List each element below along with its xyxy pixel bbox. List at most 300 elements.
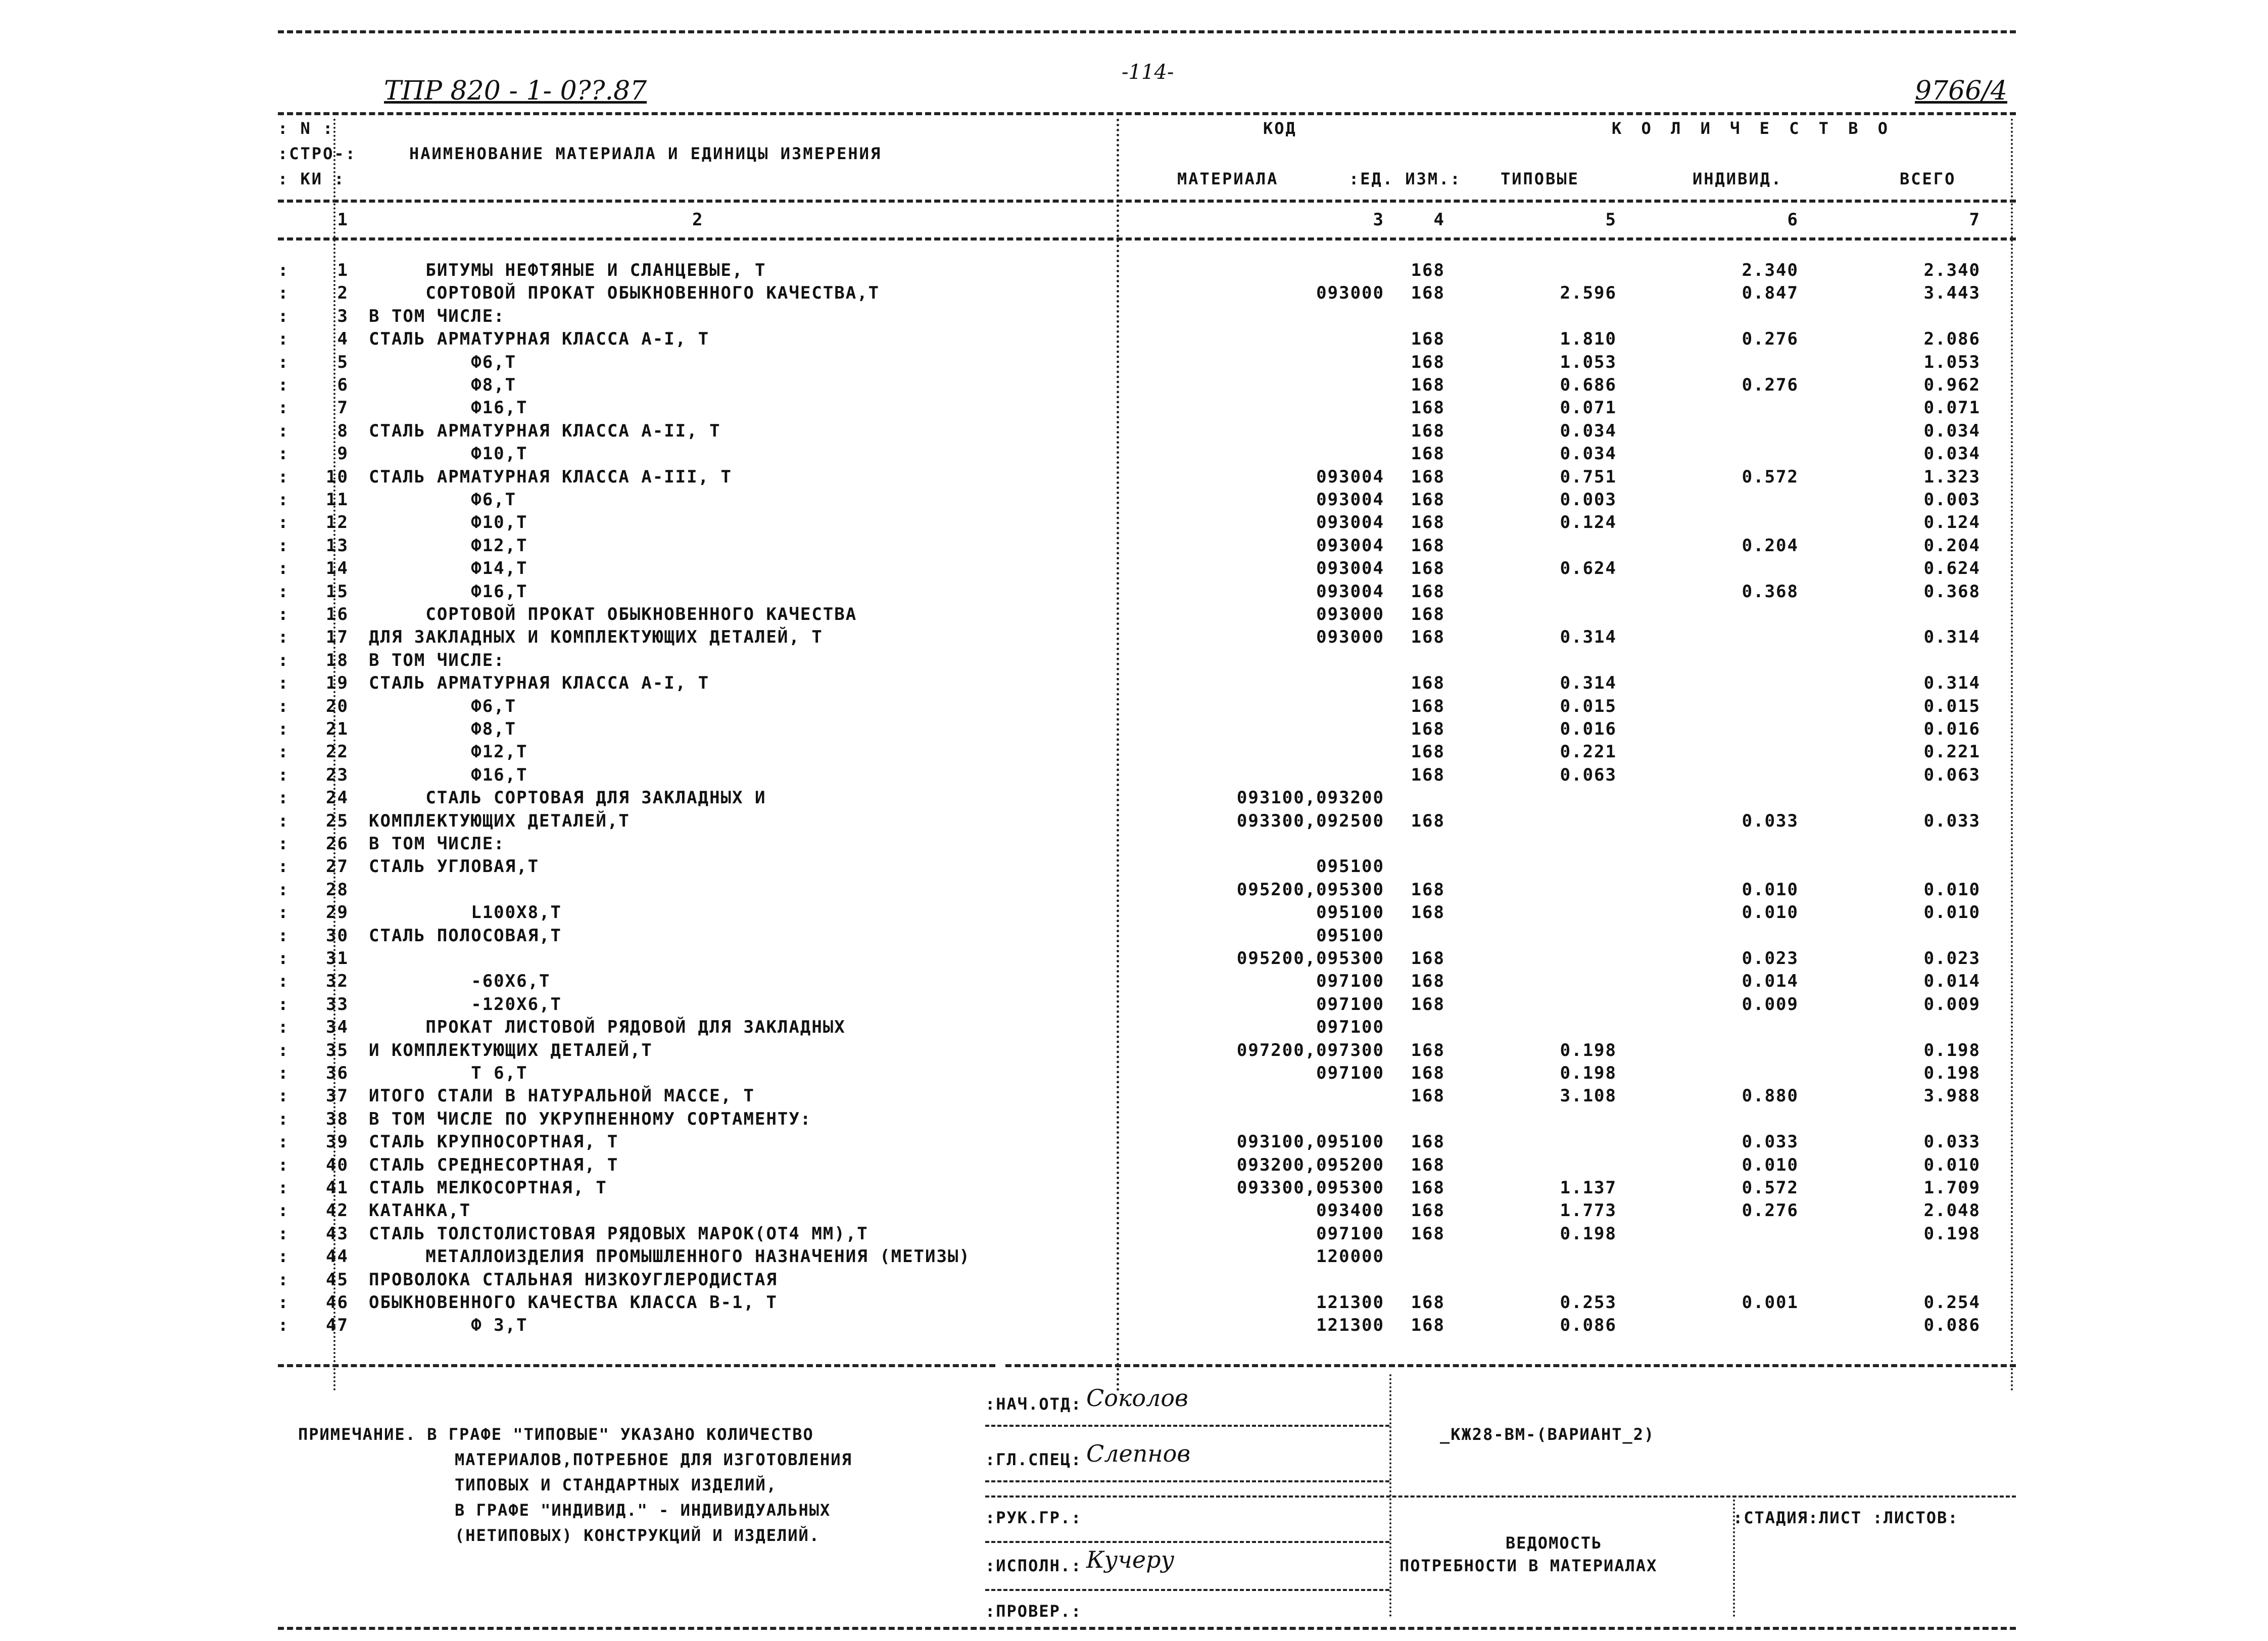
cell-name: СТАЛЬ АРМАТУРНАЯ КЛАССА А-I, Т bbox=[369, 329, 710, 350]
table-row bbox=[278, 1132, 2016, 1154]
cell-code: 093000 bbox=[1316, 627, 1384, 648]
cell-name: СОРТОВОЙ ПРОКАТ ОБЫКНОВЕННОГО КАЧЕСТВА bbox=[369, 604, 857, 624]
row-border: : bbox=[278, 1132, 289, 1152]
cell-name: В ТОМ ЧИСЛЕ ПО УКРУПНЕННОМУ СОРТАМЕНТУ: bbox=[369, 1108, 812, 1129]
cell-name: СТАЛЬ СРЕДНЕСОРТНАЯ, Т bbox=[369, 1154, 619, 1175]
cell-typ: 0.686 bbox=[1560, 375, 1617, 395]
cell-ind: 0.014 bbox=[1742, 971, 1799, 992]
cell-unit: 168 bbox=[1411, 810, 1445, 831]
cell-n: 26 bbox=[326, 834, 349, 854]
cell-unit: 168 bbox=[1411, 1063, 1445, 1083]
cell-tot: 0.033 bbox=[1923, 810, 1981, 831]
cell-tot: 2.086 bbox=[1923, 329, 1981, 350]
row-border: : bbox=[278, 444, 289, 464]
table-row bbox=[278, 948, 2016, 971]
cell-tot: 1.053 bbox=[1923, 352, 1981, 372]
table-row bbox=[278, 375, 2016, 397]
header-rule bbox=[278, 112, 2016, 115]
cell-tot: 0.034 bbox=[1923, 420, 1981, 441]
cell-tot: 0.962 bbox=[1923, 375, 1981, 395]
table-row bbox=[278, 1063, 2016, 1085]
page-number: -114- bbox=[1122, 61, 1174, 84]
cell-code: 093100,093200 bbox=[1236, 788, 1384, 808]
table-row bbox=[278, 1086, 2016, 1108]
cell-code: 121300 bbox=[1316, 1315, 1384, 1336]
col-typ-header: ТИПОВЫЕ bbox=[1501, 169, 1579, 188]
cell-name: L100X8,Т bbox=[369, 902, 562, 923]
row-border: : bbox=[278, 604, 289, 624]
row-border: : bbox=[278, 650, 289, 670]
cell-n: 5 bbox=[337, 352, 349, 372]
cell-name: Ф12,Т bbox=[369, 535, 528, 556]
cell-tot: 0.204 bbox=[1923, 535, 1981, 556]
row-border: : bbox=[278, 764, 289, 785]
cell-unit: 168 bbox=[1411, 1223, 1445, 1244]
col-qty-group: К О Л И Ч Е С Т В О bbox=[1612, 119, 1893, 138]
table-row bbox=[278, 306, 2016, 328]
field-ispoln: :ИСПОЛН.: bbox=[985, 1556, 1082, 1575]
row-border: : bbox=[278, 1063, 289, 1083]
cell-n: 16 bbox=[326, 604, 349, 624]
cell-name: СТАЛЬ АРМАТУРНАЯ КЛАССА А-II, Т bbox=[369, 420, 721, 441]
cell-typ: 0.198 bbox=[1560, 1223, 1617, 1244]
cell-unit: 168 bbox=[1411, 696, 1445, 716]
row-border: : bbox=[278, 1108, 289, 1129]
cell-code: 093004 bbox=[1316, 558, 1384, 579]
cell-name: Ф6,Т bbox=[369, 490, 517, 510]
cell-n: 43 bbox=[326, 1223, 349, 1244]
cell-unit: 168 bbox=[1411, 764, 1445, 785]
row-border: : bbox=[278, 627, 289, 648]
row-border: : bbox=[278, 306, 289, 326]
variant-code: _КЖ28-ВМ-(ВАРИАНТ_2) bbox=[1440, 1425, 1655, 1444]
cell-n: 24 bbox=[326, 788, 349, 808]
cell-unit: 168 bbox=[1411, 512, 1445, 533]
cell-typ: 0.015 bbox=[1560, 696, 1617, 716]
cell-name: СОРТОВОЙ ПРОКАТ ОБЫКНОВЕННОГО КАЧЕСТВА,Т bbox=[369, 283, 880, 304]
col-ind-header: ИНДИВИД. bbox=[1693, 169, 1783, 188]
row-border: : bbox=[278, 1154, 289, 1175]
cell-code: 093004 bbox=[1316, 581, 1384, 602]
signature-gl-spec: Слепнов bbox=[1086, 1440, 1191, 1467]
bottom-rule bbox=[278, 1627, 2016, 1630]
cell-code: 097100 bbox=[1316, 1223, 1384, 1244]
column-number: 2 bbox=[692, 210, 704, 230]
cell-code: 097100 bbox=[1316, 971, 1384, 992]
cell-typ: 0.221 bbox=[1560, 742, 1617, 762]
cell-name: ОБЫКНОВЕННОГО КАЧЕСТВА КЛАССА В-1, Т bbox=[369, 1292, 778, 1313]
cell-unit: 168 bbox=[1411, 490, 1445, 510]
document-title-2: ПОТРЕБНОСТИ В МАТЕРИАЛАХ bbox=[1400, 1556, 1658, 1575]
cell-name: Ф 3,Т bbox=[369, 1315, 528, 1336]
cell-ind: 0.276 bbox=[1742, 1200, 1799, 1221]
cell-n: 14 bbox=[326, 558, 349, 579]
row-border: : bbox=[278, 925, 289, 946]
cell-n: 21 bbox=[326, 719, 349, 739]
row-border: : bbox=[278, 834, 289, 854]
cell-unit: 168 bbox=[1411, 742, 1445, 762]
row-border: : bbox=[278, 512, 289, 533]
table-row bbox=[278, 1155, 2016, 1177]
row-border: : bbox=[278, 375, 289, 395]
cell-name: Ф6,Т bbox=[369, 352, 517, 372]
table-row bbox=[278, 260, 2016, 282]
cell-typ: 0.253 bbox=[1560, 1292, 1617, 1313]
cell-code: 093000 bbox=[1316, 604, 1384, 624]
table-row bbox=[278, 742, 2016, 764]
cell-unit: 168 bbox=[1411, 283, 1445, 304]
cell-n: 46 bbox=[326, 1292, 349, 1313]
cell-code: 093300,095300 bbox=[1236, 1178, 1384, 1198]
table-row bbox=[278, 1200, 2016, 1223]
cell-name: Ф16,Т bbox=[369, 764, 528, 785]
table-row bbox=[278, 1246, 2016, 1269]
row-border: : bbox=[278, 994, 289, 1015]
cell-unit: 168 bbox=[1411, 902, 1445, 923]
cell-n: 30 bbox=[326, 925, 349, 946]
row-border: : bbox=[278, 581, 289, 602]
cell-tot: 1.323 bbox=[1923, 466, 1981, 487]
cell-n: 4 bbox=[337, 329, 349, 350]
cell-unit: 168 bbox=[1411, 558, 1445, 579]
cell-name: ПРОКАТ ЛИСТОВОЙ РЯДОВОЙ ДЛЯ ЗАКЛАДНЫХ bbox=[369, 1017, 846, 1038]
row-border: : bbox=[278, 1040, 289, 1060]
cell-ind: 0.276 bbox=[1742, 375, 1799, 395]
table-row bbox=[278, 352, 2016, 374]
cell-unit: 168 bbox=[1411, 352, 1445, 372]
cell-ind: 2.340 bbox=[1742, 260, 1799, 280]
cell-typ: 0.751 bbox=[1560, 466, 1617, 487]
cell-name: КАТАНКА,Т bbox=[369, 1200, 471, 1221]
col-n-mid: :СТРО-: bbox=[278, 144, 357, 163]
cell-name: СТАЛЬ АРМАТУРНАЯ КЛАССА А-I, Т bbox=[369, 673, 710, 694]
cell-code: 095100 bbox=[1316, 925, 1384, 946]
table-row bbox=[278, 536, 2016, 558]
col-n-bot: : КИ : bbox=[278, 169, 346, 188]
row-border: : bbox=[278, 1246, 289, 1267]
cell-ind: 0.033 bbox=[1742, 810, 1799, 831]
cell-code: 093200,095200 bbox=[1236, 1154, 1384, 1175]
cell-tot: 0.015 bbox=[1923, 696, 1981, 716]
cell-unit: 168 bbox=[1411, 971, 1445, 992]
tb-rule-2 bbox=[985, 1480, 1389, 1482]
table-row bbox=[278, 283, 2016, 305]
table-row bbox=[278, 1224, 2016, 1246]
cell-name: СТАЛЬ СОРТОВАЯ ДЛЯ ЗАКЛАДНЫХ И bbox=[369, 788, 766, 808]
cell-code: 095200,095300 bbox=[1236, 879, 1384, 900]
table-row bbox=[278, 1292, 2016, 1315]
table-row bbox=[278, 329, 2016, 351]
row-border: : bbox=[278, 1223, 289, 1244]
cell-unit: 168 bbox=[1411, 673, 1445, 694]
cell-n: 32 bbox=[326, 971, 349, 992]
table-row bbox=[278, 765, 2016, 787]
cell-ind: 0.276 bbox=[1742, 329, 1799, 350]
cell-typ: 2.596 bbox=[1560, 283, 1617, 304]
column-number: 4 bbox=[1433, 210, 1445, 230]
cell-n: 25 bbox=[326, 810, 349, 831]
cell-n: 27 bbox=[326, 856, 349, 877]
cell-code: 093004 bbox=[1316, 466, 1384, 487]
row-border: : bbox=[278, 673, 289, 694]
cell-tot: 2.340 bbox=[1923, 260, 1981, 280]
cell-ind: 0.010 bbox=[1742, 902, 1799, 923]
cell-code: 093300,092500 bbox=[1236, 810, 1384, 831]
table-row bbox=[278, 582, 2016, 604]
row-border: : bbox=[278, 742, 289, 762]
cell-n: 41 bbox=[326, 1178, 349, 1198]
cell-name: ДЛЯ ЗАКЛАДНЫХ И КОМПЛЕКТУЮЩИХ ДЕТАЛЕЙ, Т bbox=[369, 627, 823, 648]
cell-tot: 2.048 bbox=[1923, 1200, 1981, 1221]
table-bottom-rule-left bbox=[278, 1364, 995, 1367]
cell-n: 18 bbox=[326, 650, 349, 670]
cell-tot: 3.988 bbox=[1923, 1086, 1981, 1106]
table-row bbox=[278, 650, 2016, 672]
column-number: 1 bbox=[337, 210, 349, 230]
cell-code: 095100 bbox=[1316, 902, 1384, 923]
cell-tot: 0.368 bbox=[1923, 581, 1981, 602]
cell-name: -60X6,Т bbox=[369, 971, 551, 992]
cell-name: ИТОГО СТАЛИ В НАТУРАЛЬНОЙ МАССЕ, Т bbox=[369, 1086, 755, 1106]
cell-n: 23 bbox=[326, 764, 349, 785]
cell-typ: 0.314 bbox=[1560, 673, 1617, 694]
field-nach-otd: :НАЧ.ОТД: bbox=[985, 1394, 1082, 1414]
cell-ind: 0.009 bbox=[1742, 994, 1799, 1015]
top-rule bbox=[278, 30, 2016, 33]
row-border: : bbox=[278, 352, 289, 372]
table-row bbox=[278, 971, 2016, 993]
cell-name: СТАЛЬ УГЛОВАЯ,Т bbox=[369, 856, 540, 877]
tb-rule-3 bbox=[985, 1495, 2016, 1498]
table-row bbox=[278, 994, 2016, 1017]
cell-unit: 168 bbox=[1411, 604, 1445, 624]
field-gl-spec: :ГЛ.СПЕЦ: bbox=[985, 1450, 1082, 1469]
cell-typ: 0.034 bbox=[1560, 420, 1617, 441]
cell-n: 15 bbox=[326, 581, 349, 602]
cell-ind: 0.033 bbox=[1742, 1132, 1799, 1152]
col-code-group: КОД bbox=[1263, 119, 1297, 138]
table-row bbox=[278, 490, 2016, 512]
cell-n: 47 bbox=[326, 1315, 349, 1336]
row-border: : bbox=[278, 719, 289, 739]
tb-separator bbox=[1389, 1374, 1391, 1617]
cell-unit: 168 bbox=[1411, 1086, 1445, 1106]
cell-code: 093004 bbox=[1316, 490, 1384, 510]
cell-unit: 168 bbox=[1411, 581, 1445, 602]
cell-tot: 0.034 bbox=[1923, 444, 1981, 464]
cell-tot: 1.709 bbox=[1923, 1178, 1981, 1198]
col-unit-header: :ЕД. ИЗМ.: bbox=[1349, 169, 1462, 188]
cell-tot: 0.221 bbox=[1923, 742, 1981, 762]
column-number: 5 bbox=[1605, 210, 1617, 230]
cell-code: 120000 bbox=[1316, 1246, 1384, 1267]
row-border: : bbox=[278, 1086, 289, 1106]
cell-typ: 1.053 bbox=[1560, 352, 1617, 372]
cell-n: 20 bbox=[326, 696, 349, 716]
cell-typ: 0.198 bbox=[1560, 1040, 1617, 1060]
table-row bbox=[278, 558, 2016, 581]
cell-name: Ф8,Т bbox=[369, 375, 517, 395]
cell-n: 37 bbox=[326, 1086, 349, 1106]
row-border: : bbox=[278, 810, 289, 831]
table-row bbox=[278, 902, 2016, 925]
cell-code: 097200,097300 bbox=[1236, 1040, 1384, 1060]
cell-n: 2 bbox=[337, 283, 349, 304]
cell-typ: 0.071 bbox=[1560, 398, 1617, 418]
cell-unit: 168 bbox=[1411, 719, 1445, 739]
column-number: 6 bbox=[1787, 210, 1799, 230]
row-border: : bbox=[278, 535, 289, 556]
cell-n: 29 bbox=[326, 902, 349, 923]
cell-code: 097100 bbox=[1316, 1017, 1384, 1038]
cell-code: 097100 bbox=[1316, 994, 1384, 1015]
cell-name: СТАЛЬ МЕЛКОСОРТНАЯ, Т bbox=[369, 1178, 607, 1198]
cell-n: 34 bbox=[326, 1017, 349, 1038]
row-border: : bbox=[278, 420, 289, 441]
cell-n: 6 bbox=[337, 375, 349, 395]
cell-code: 093004 bbox=[1316, 512, 1384, 533]
doc-code: ТПР 820 - 1- 0??.87 bbox=[384, 76, 647, 106]
cell-tot: 0.198 bbox=[1923, 1223, 1981, 1244]
cell-ind: 0.204 bbox=[1742, 535, 1799, 556]
cell-n: 9 bbox=[337, 444, 349, 464]
cell-tot: 0.198 bbox=[1923, 1063, 1981, 1083]
row-border: : bbox=[278, 260, 289, 280]
cell-unit: 168 bbox=[1411, 1292, 1445, 1313]
cell-unit: 168 bbox=[1411, 994, 1445, 1015]
col-name-header: НАИМЕНОВАНИЕ МАТЕРИАЛА И ЕДИНИЦЫ ИЗМЕРЕНИЯ bbox=[409, 144, 882, 163]
cell-code: 095200,095300 bbox=[1236, 948, 1384, 969]
row-border: : bbox=[278, 788, 289, 808]
row-border: : bbox=[278, 948, 289, 969]
col-n-top: : N : bbox=[278, 119, 334, 138]
cell-code: 093004 bbox=[1316, 535, 1384, 556]
cell-name: Ф14,Т bbox=[369, 558, 528, 579]
cell-unit: 168 bbox=[1411, 260, 1445, 280]
cell-unit: 168 bbox=[1411, 1315, 1445, 1336]
note-line-1: ПРИМЕЧАНИЕ. В ГРАФЕ "ТИПОВЫЕ" УКАЗАНО КОЛИЧЕСТВО bbox=[298, 1425, 814, 1444]
table-row bbox=[278, 1017, 2016, 1039]
table-row bbox=[278, 673, 2016, 695]
cell-unit: 168 bbox=[1411, 398, 1445, 418]
cell-tot: 0.124 bbox=[1923, 512, 1981, 533]
cell-unit: 168 bbox=[1411, 948, 1445, 969]
cell-tot: 0.198 bbox=[1923, 1040, 1981, 1060]
field-ruk-gr: :РУК.ГР.: bbox=[985, 1508, 1082, 1527]
cell-n: 35 bbox=[326, 1040, 349, 1060]
cell-tot: 0.010 bbox=[1923, 1154, 1981, 1175]
cell-name: И КОМПЛЕКТУЮЩИХ ДЕТАЛЕЙ,Т bbox=[369, 1040, 653, 1060]
row-border: : bbox=[278, 902, 289, 923]
cell-n: 13 bbox=[326, 535, 349, 556]
row-border: : bbox=[278, 856, 289, 877]
table-row bbox=[278, 719, 2016, 741]
cell-unit: 168 bbox=[1411, 466, 1445, 487]
cell-unit: 168 bbox=[1411, 879, 1445, 900]
signature-ispoln: Кучеру bbox=[1086, 1546, 1175, 1573]
row-border: : bbox=[278, 971, 289, 992]
cell-name: КОМПЛЕКТУЮЩИХ ДЕТАЛЕЙ,Т bbox=[369, 810, 630, 831]
column-number: 7 bbox=[1969, 210, 1981, 230]
cell-name: -120X6,Т bbox=[369, 994, 562, 1015]
col-header-rule bbox=[278, 200, 2016, 203]
row-border: : bbox=[278, 466, 289, 487]
cell-code: 093400 bbox=[1316, 1200, 1384, 1221]
table-row bbox=[278, 788, 2016, 810]
cell-name: БИТУМЫ НЕФТЯНЫЕ И СЛАНЦЕВЫЕ, Т bbox=[369, 260, 766, 280]
row-border: : bbox=[278, 1315, 289, 1336]
cell-name: В ТОМ ЧИСЛЕ: bbox=[369, 650, 505, 670]
table-bottom-rule-right bbox=[1005, 1364, 2016, 1367]
cell-typ: 0.198 bbox=[1560, 1063, 1617, 1083]
cell-n: 33 bbox=[326, 994, 349, 1015]
row-border: : bbox=[278, 1269, 289, 1290]
cell-typ: 3.108 bbox=[1560, 1086, 1617, 1106]
signature-nach-otd: Соколов bbox=[1086, 1384, 1188, 1412]
cell-typ: 0.086 bbox=[1560, 1315, 1617, 1336]
cell-tot: 0.010 bbox=[1923, 902, 1981, 923]
cell-tot: 0.071 bbox=[1923, 398, 1981, 418]
field-prover: :ПРОВЕР.: bbox=[985, 1602, 1082, 1621]
table-row bbox=[278, 856, 2016, 879]
cell-name: В ТОМ ЧИСЛЕ: bbox=[369, 306, 505, 326]
cell-name: Ф16,Т bbox=[369, 398, 528, 418]
table-row bbox=[278, 512, 2016, 535]
cell-ind: 0.010 bbox=[1742, 1154, 1799, 1175]
cell-n: 42 bbox=[326, 1200, 349, 1221]
cell-unit: 168 bbox=[1411, 1132, 1445, 1152]
cell-n: 45 bbox=[326, 1269, 349, 1290]
cell-n: 8 bbox=[337, 420, 349, 441]
cell-n: 28 bbox=[326, 879, 349, 900]
cell-ind: 0.010 bbox=[1742, 879, 1799, 900]
cell-tot: 0.016 bbox=[1923, 719, 1981, 739]
row-border: : bbox=[278, 1178, 289, 1198]
table-row bbox=[278, 398, 2016, 420]
cell-n: 22 bbox=[326, 742, 349, 762]
table-row bbox=[278, 1109, 2016, 1131]
tb-rule-5 bbox=[985, 1589, 1389, 1591]
row-border: : bbox=[278, 696, 289, 716]
cell-n: 19 bbox=[326, 673, 349, 694]
cell-n: 44 bbox=[326, 1246, 349, 1267]
cell-typ: 0.003 bbox=[1560, 490, 1617, 510]
row-border: : bbox=[278, 398, 289, 418]
stage-sheet-header: :СТАДИЯ:ЛИСТ :ЛИСТОВ: bbox=[1733, 1508, 1959, 1527]
cell-ind: 0.880 bbox=[1742, 1086, 1799, 1106]
cell-n: 3 bbox=[337, 306, 349, 326]
note-line-4: В ГРАФЕ "ИНДИВИД." - ИНДИВИДУАЛЬНЫХ bbox=[455, 1501, 831, 1520]
cell-n: 17 bbox=[326, 627, 349, 648]
cell-n: 40 bbox=[326, 1154, 349, 1175]
cell-unit: 168 bbox=[1411, 535, 1445, 556]
cell-tot: 0.014 bbox=[1923, 971, 1981, 992]
cell-n: 12 bbox=[326, 512, 349, 533]
cell-name: Ф6,Т bbox=[369, 696, 517, 716]
cell-name: Ф10,Т bbox=[369, 444, 528, 464]
document-title-1: ВЕДОМОСТЬ bbox=[1506, 1533, 1603, 1553]
note-line-5: (НЕТИПОВЫХ) КОНСТРУКЦИЙ И ИЗДЕЛИЙ. bbox=[455, 1526, 821, 1545]
cell-typ: 1.137 bbox=[1560, 1178, 1617, 1198]
cell-typ: 0.124 bbox=[1560, 512, 1617, 533]
cell-unit: 168 bbox=[1411, 1178, 1445, 1198]
cell-name: Ф16,Т bbox=[369, 581, 528, 602]
row-border: : bbox=[278, 329, 289, 350]
tb-rule-1 bbox=[985, 1425, 1389, 1427]
cell-tot: 0.314 bbox=[1923, 673, 1981, 694]
row-border: : bbox=[278, 558, 289, 579]
cell-n: 36 bbox=[326, 1063, 349, 1083]
